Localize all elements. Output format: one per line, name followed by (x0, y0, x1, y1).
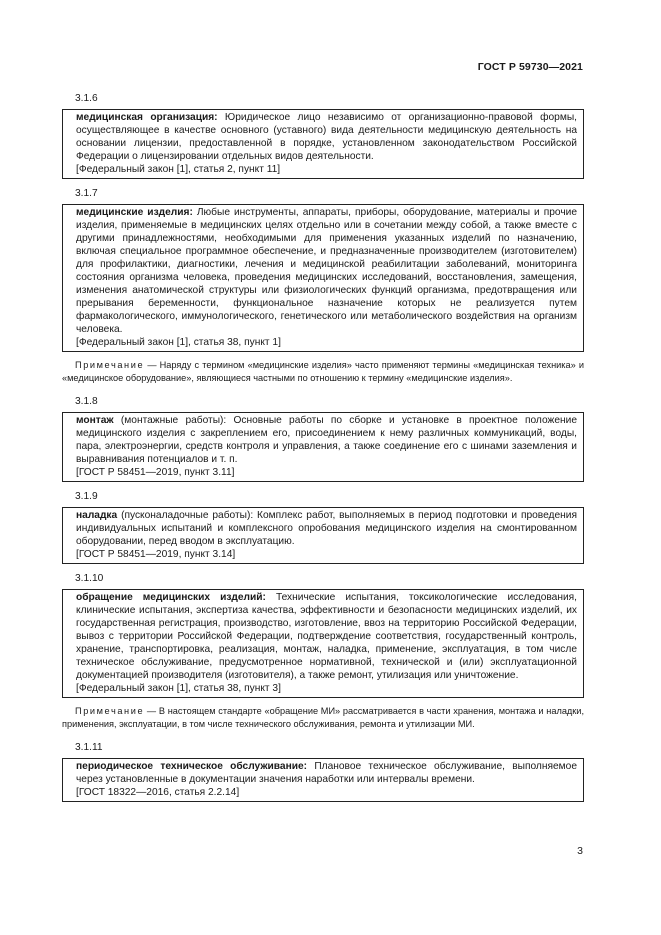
definition-source: [Федеральный закон [1], статья 2, пункт 11] (76, 164, 281, 175)
definition-box (62, 758, 584, 802)
term: обращение медицинских изделий: (76, 592, 266, 603)
definition-box (62, 204, 584, 352)
definition-body: Любые инструменты, аппараты, приборы, оборудование, материалы и прочие изделия, применяемые в медицинских целях отдельно или в сочетании между собой, а также вместе с другими принадлежностями, необходимыми для применения указанных изделий по назначению, включая специальное программное обеспечение, и предназначенные производителем (изготовителем) для профилактики, диагностики, лечения и медицинской реабилитации заболеваний, мониторинга состояния организма человека, проведения медицинских исследований, восстановления, замещения, изменения анатомической структуры или физиологических функций организма, предотвращения или прерывания беременности, функциональное назначение которых не реализуется путем фармакологического, иммунологического, генетического или метаболического воздействия на организм человека. (76, 207, 577, 335)
definition-box (62, 507, 584, 564)
definition-source: [Федеральный закон [1], статья 38, пункт 3] (76, 683, 281, 694)
term: медицинские изделия: (76, 207, 193, 218)
note (62, 359, 584, 384)
definition-text (76, 111, 577, 163)
definition-source: [ГОСТ Р 58451—2019, пункт 3.14] (76, 549, 236, 560)
definition-text (76, 206, 577, 336)
entry-number: 3.1.8 (75, 396, 98, 407)
note-text: — В настоящем стандарте «обращение МИ» рассматривается в части хранения, монтажа и наладки, применения, эксплуатации, в том числе технического обслуживания, ремонта и утилизации МИ. (62, 706, 584, 729)
definition-source: [Федеральный закон [1], статья 38, пункт 1] (76, 337, 281, 348)
definition-text (76, 509, 577, 548)
definition-body: Плановое техническое обслуживание, выполняемое через установленные в документации значения наработки или интервалы времени. (76, 761, 577, 785)
note-label: Примечание (75, 706, 145, 716)
definition-text (76, 760, 577, 786)
document-id: ГОСТ Р 59730—2021 (477, 61, 583, 73)
term: наладка (76, 510, 118, 521)
definition-body: (пусконаладочные работы): Комплекс работ, выполняемых в период подготовки и проведения индивидуальных испытаний и комплексного опробования медицинского изделия на смонтированном оборудовании, перед вводом в эксплуатацию. (76, 510, 577, 547)
definition-body: (монтажные работы): Основные работы по сборке и установке в проектное положение медицинского изделия с закреплением его, присоединением к нему различных коммуникаций, воды, пара, электроэнергии, средств контроля и управления, а также соединение его с шинами заземления и выравнивания потенциалов и т. п. (76, 415, 577, 465)
definition-box (62, 109, 584, 179)
entry-number: 3.1.7 (75, 188, 98, 199)
note-label: Примечание (75, 360, 145, 370)
definition-source: [ГОСТ Р 58451—2019, пункт 3.11] (76, 467, 235, 478)
definition-source: [ГОСТ 18322—2016, статья 2.2.14] (76, 787, 240, 798)
definition-text (76, 591, 577, 682)
page-number: 3 (577, 845, 583, 857)
term: монтаж (76, 415, 114, 426)
entry-number: 3.1.10 (75, 573, 104, 584)
term: медицинская организация: (76, 112, 218, 123)
note (62, 705, 584, 730)
definition-box (62, 412, 584, 482)
definition-body: Технические испытания, токсикологические исследования, клинические испытания, экспертиза качества, эффективности и безопасности медицинских изделий, их государственная регистрация, производство, изготовление, ввоз на территорию Российской Федерации, вывоз с территории Российской Федерации, подтверждение соответствия, государственный контроль, хранение, транспортировка, реализация, монтаж, наладка, применение, эксплуатация, в том числе техническое обслуживание, предусмотренное нормативной, технической и (или) эксплуатационной документацией производителя (изготовителя), а также ремонт, утилизация или уничтожение. (76, 592, 577, 681)
entry-number: 3.1.11 (75, 742, 103, 753)
definition-box (62, 589, 584, 698)
definition-body: Юридическое лицо независимо от организационно-правовой формы, осуществляющее в качестве основного (уставного) вида деятельности медицинскую деятельность на основании лицензии, предоставленной в порядке, установленном законодательством Российской Федерации о лицензировании отдельных видов деятельности. (76, 112, 578, 162)
note-text: — Наряду с термином «медицинские изделия» часто применяют термины «медицинская техника» и «медицинское оборудование», являющиеся частными по отношению к термину «медицинские изделия». (62, 360, 584, 383)
entry-number: 3.1.9 (75, 491, 98, 502)
term: периодическое техническое обслуживание: (76, 761, 308, 772)
entry-number: 3.1.6 (75, 93, 98, 104)
definition-text (76, 414, 577, 466)
terms-section (62, 92, 584, 810)
